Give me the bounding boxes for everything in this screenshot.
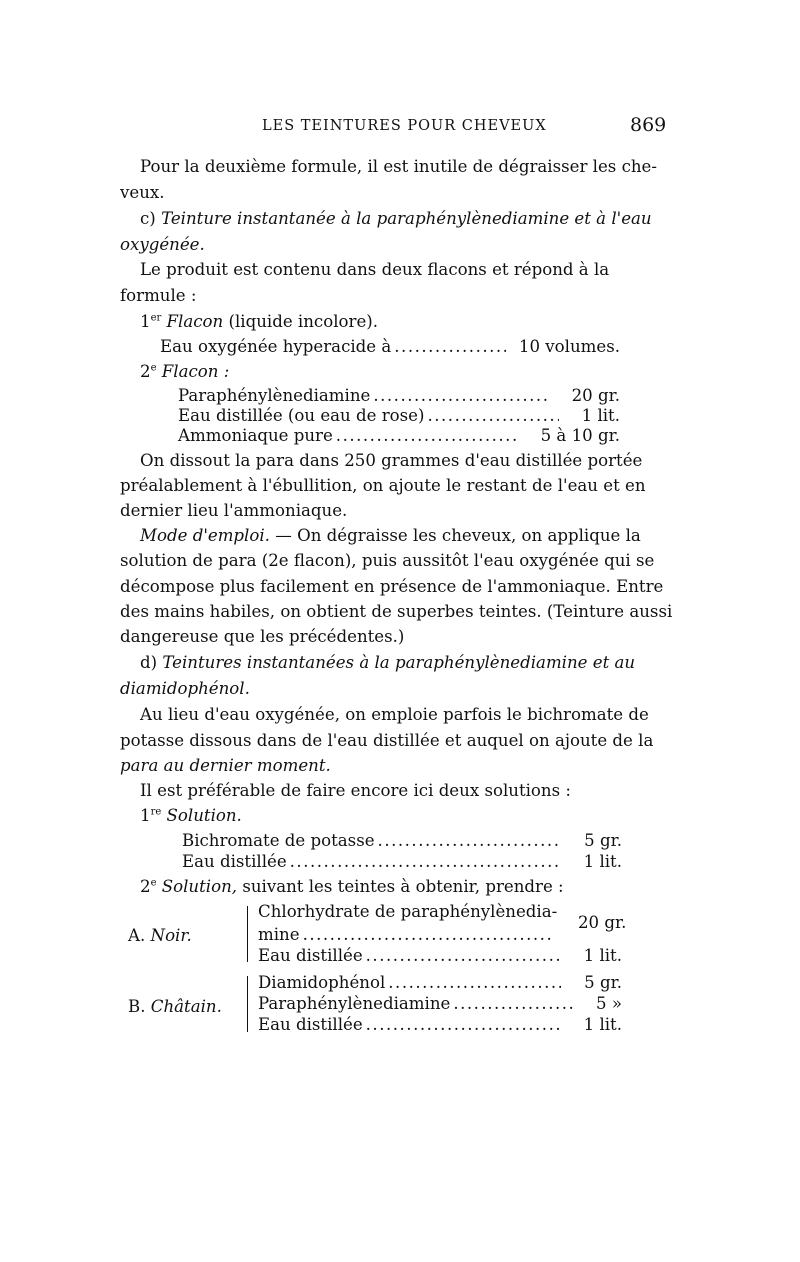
brace (247, 976, 248, 1032)
text-line: Au lieu d'eau oxygénée, on emploie parfois le bichromate de (140, 705, 649, 724)
solution-ordinal: re (150, 806, 162, 818)
section-letter: c) (140, 209, 156, 228)
ingredient-name: Diamidophénol (258, 973, 386, 992)
ingredient-name: Eau distillée (ou eau de rose) (178, 406, 425, 425)
section-title: Teinture instantanée à la paraphénylènediamine et à l'eau (161, 209, 652, 228)
flacon-label: Flacon (166, 312, 224, 331)
ingredient-name: Eau oxygénée hyperacide à (160, 337, 392, 356)
running-title: LES TEINTURES POUR CHEVEUX (262, 118, 547, 134)
page-number: 869 (630, 114, 667, 136)
leader-dots (303, 925, 551, 944)
ingredient-quantity: 20 gr. (578, 913, 627, 932)
section-d-heading (140, 653, 635, 672)
text-line: On dissout la para dans 250 grammes d'eau distillée portée (140, 451, 643, 470)
ingredient-name: Eau distillée (182, 852, 287, 871)
text-line: dernier lieu l'ammoniaque. (120, 501, 348, 520)
solution-text: suivant les teintes à obtenir, prendre : (237, 877, 564, 896)
flacon-1-heading (140, 312, 378, 331)
ingredient-quantity: 5 à 10 gr. (540, 426, 620, 445)
section-title-cont: diamidophénol. (120, 679, 250, 698)
leader-dots (336, 426, 518, 445)
ingredient-name: Eau distillée (258, 1015, 363, 1034)
ingredient-quantity: 1 lit. (581, 406, 620, 425)
text-line: Il est préférable de faire encore ici deux solutions : (140, 781, 571, 800)
ingredient-quantity: 5 » (596, 994, 622, 1013)
text-line: des mains habiles, on obtient de superbes teintes. (Teinture aussi (120, 602, 673, 621)
recipe-row (182, 831, 622, 850)
recipe-row (258, 973, 622, 992)
ingredient-quantity: 1 lit. (583, 852, 622, 871)
ingredient-quantity: 10 volumes. (518, 337, 620, 356)
variant-name: Noir. (150, 926, 192, 945)
ingredient-name: Chlorhydrate de paraphénylènedia- (258, 902, 558, 921)
section-title-cont: oxygénée. (120, 235, 205, 254)
text-line: veux. (120, 183, 165, 202)
ingredient-name-cont: mine (258, 925, 300, 944)
ingredient-quantity: 1 lit. (583, 1015, 622, 1034)
ingredient-quantity: 5 gr. (584, 831, 622, 850)
variant-name: Châtain. (150, 997, 222, 1016)
section-title: Teintures instantanées à la paraphénylènediamine et au (162, 653, 636, 672)
solution-label: Solution, (161, 877, 238, 896)
text-line: Le produit est contenu dans deux flacons et répond à la (140, 260, 610, 279)
recipe-row (182, 852, 622, 871)
variant-b-label (128, 997, 222, 1016)
ingredient-quantity: 20 gr. (571, 386, 620, 405)
variant-letter: B. (128, 997, 146, 1016)
mode-emploi-line (140, 526, 641, 545)
ingredient-name: Paraphénylènediamine (178, 386, 371, 405)
solution-1-heading (140, 806, 242, 825)
recipe-row (178, 386, 620, 405)
flacon-ordinal: er (150, 312, 162, 324)
flacon-2-heading (140, 362, 229, 381)
text-line: para au dernier moment. (120, 756, 331, 775)
brace (247, 906, 248, 962)
solution-label: Solution. (166, 806, 242, 825)
text-line: solution de para (2e flacon), puis aussitôt l'eau oxygénée qui se (120, 551, 655, 570)
text-line: potasse dissous dans de l'eau distillée et auquel on ajoute de la (120, 731, 654, 750)
solution-2-heading (140, 877, 564, 896)
leader-dots (388, 973, 561, 992)
recipe-row (258, 925, 554, 944)
ingredient-quantity: 1 lit. (583, 946, 622, 965)
flacon-description: (liquide incolore). (228, 312, 379, 331)
solution-number: 1 (140, 806, 151, 825)
recipe-row (178, 406, 620, 425)
text-line: formule : (120, 286, 197, 305)
leader-dots (366, 1015, 561, 1034)
leader-dots (290, 852, 561, 871)
text-line: dangereuse que les précédentes.) (120, 627, 405, 646)
recipe-row (178, 426, 620, 445)
recipe-row (258, 994, 622, 1013)
text-line: décompose plus facilement en présence de l'ammoniaque. Entre (120, 577, 664, 596)
recipe-row (258, 946, 622, 965)
leader-dots (427, 406, 558, 425)
ingredient-name: Eau distillée (258, 946, 363, 965)
recipe-row (258, 1015, 622, 1034)
flacon-label: Flacon : (161, 362, 230, 381)
section-letter: d) (140, 653, 158, 672)
ingredient-name: Paraphénylènediamine (258, 994, 451, 1013)
ingredient-name: Ammoniaque pure (178, 426, 333, 445)
leader-dots (453, 994, 573, 1013)
mode-label: Mode d'emploi. (140, 526, 270, 545)
flacon-ordinal: e (150, 362, 157, 374)
variant-letter: A. (128, 926, 146, 945)
variant-a-label (128, 926, 192, 945)
leader-dots (378, 831, 562, 850)
leader-dots (394, 337, 506, 356)
flacon-number: 2 (140, 362, 151, 381)
leader-dots (366, 946, 561, 965)
recipe-row (160, 337, 620, 356)
mode-text: — On dégraisse les cheveux, on applique la (269, 526, 641, 545)
leader-dots (373, 386, 548, 405)
ingredient-name: Bichromate de potasse (182, 831, 375, 850)
section-c-heading (140, 209, 652, 228)
text-line: Pour la deuxième formule, il est inutile de dégraisser les che- (140, 157, 657, 176)
flacon-number: 1 (140, 312, 151, 331)
text-line: préalablement à l'ébullition, on ajoute le restant de l'eau et en (120, 476, 646, 495)
solution-number: 2 (140, 877, 151, 896)
solution-ordinal: e (150, 877, 157, 889)
ingredient-quantity: 5 gr. (584, 973, 622, 992)
